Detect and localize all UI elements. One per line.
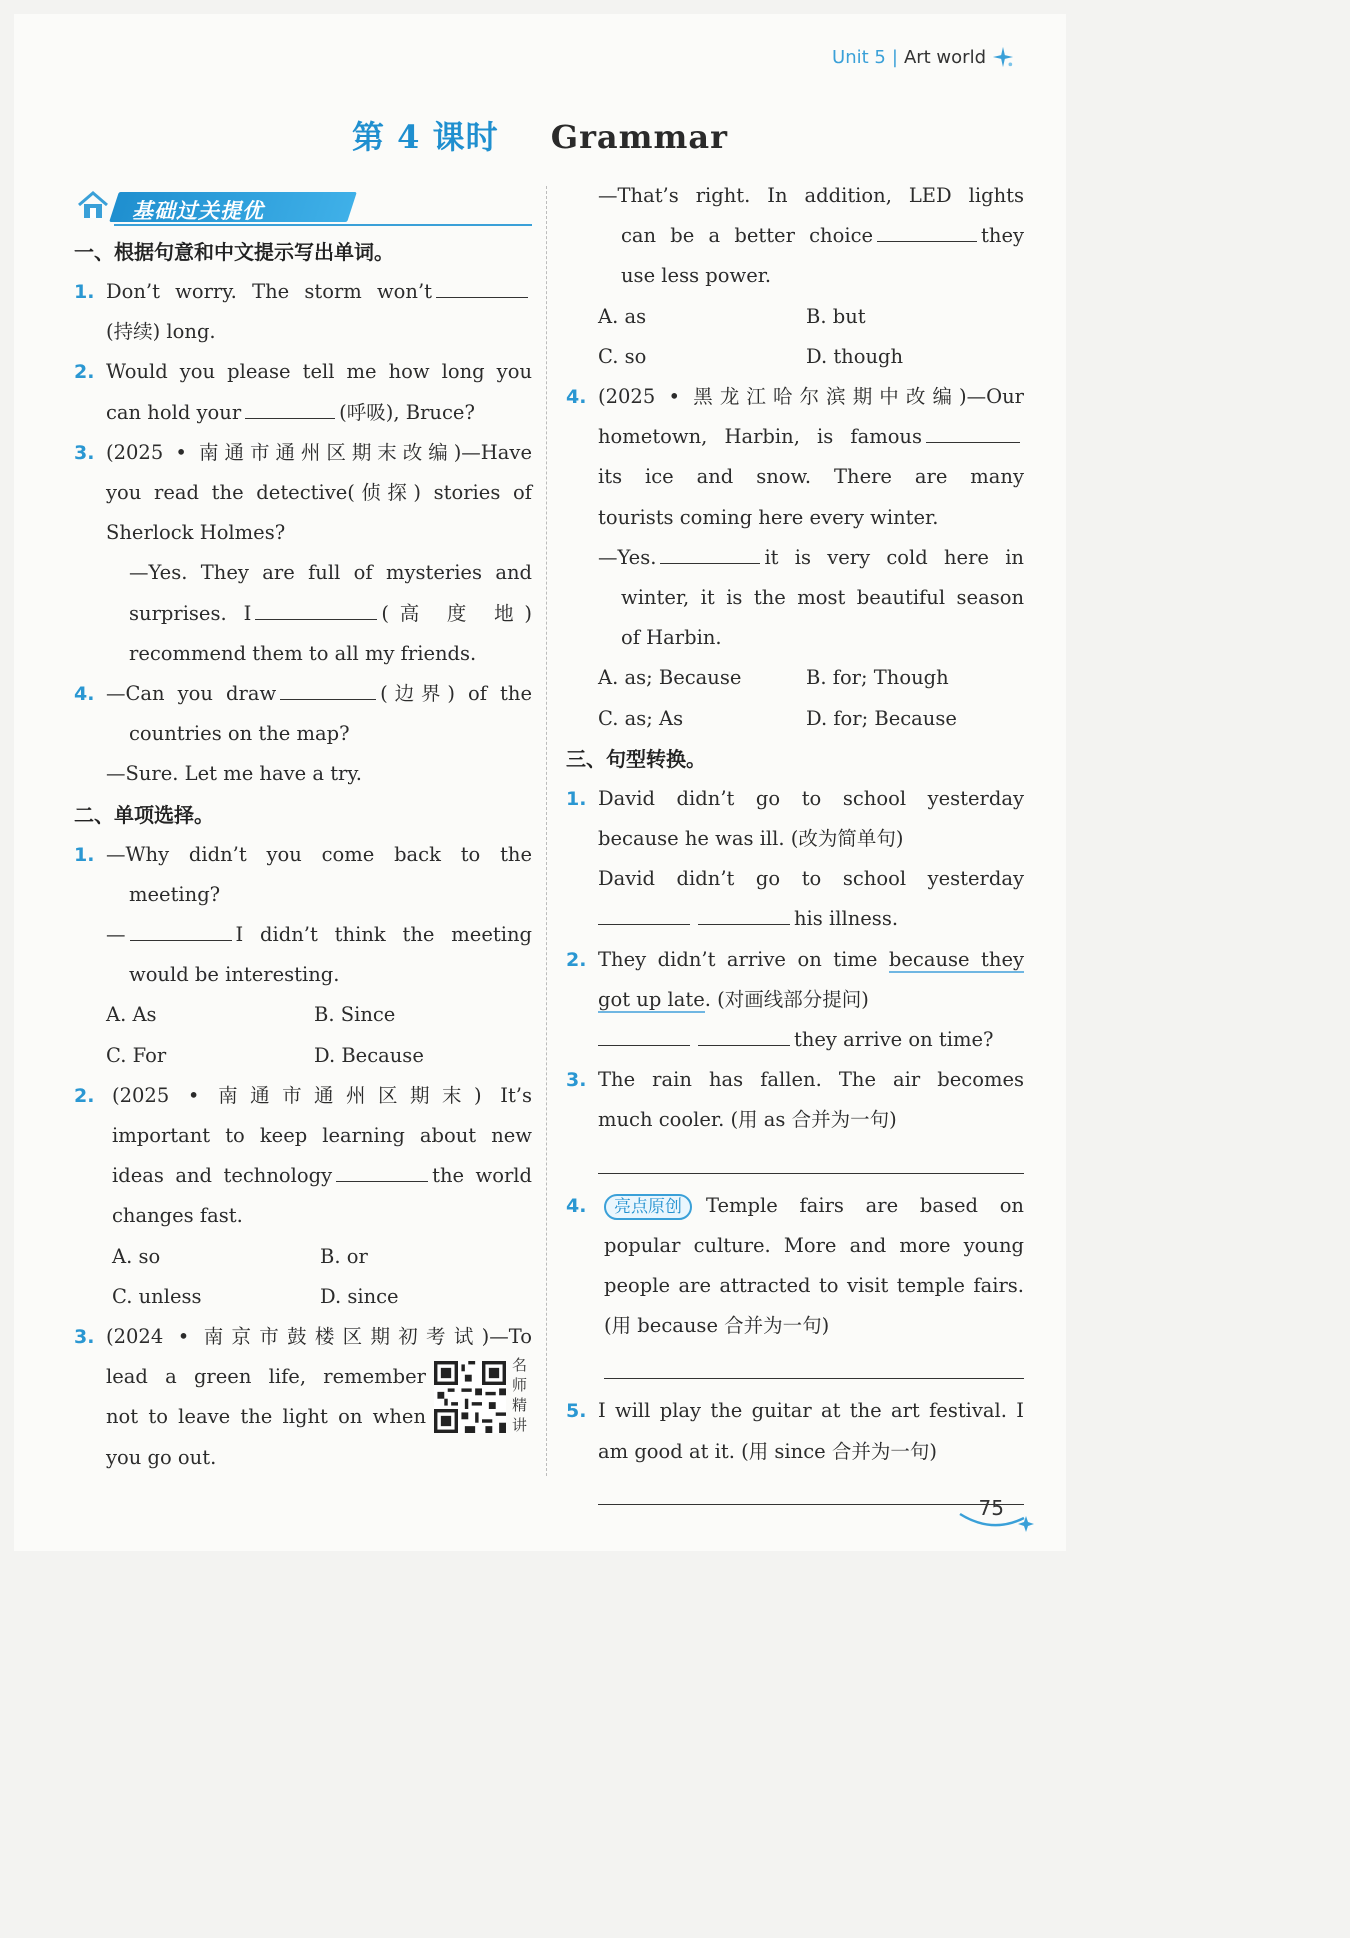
unit-separator: | bbox=[891, 46, 898, 68]
q-text: can be a better choice bbox=[621, 224, 874, 248]
answer-blank[interactable] bbox=[436, 296, 528, 298]
q-text: (2025 • 黑龙江哈尔滨期中改编)—Our bbox=[598, 385, 1024, 409]
s1-question-1 bbox=[74, 272, 532, 352]
q-text: The rain has fallen. The air becomes bbox=[598, 1068, 1024, 1092]
option-b[interactable]: B. or bbox=[320, 1244, 368, 1268]
options-row bbox=[106, 1036, 532, 1076]
q-text: . (对画线部分提问) bbox=[704, 987, 869, 1011]
options-row bbox=[598, 337, 1024, 377]
answer-blank[interactable] bbox=[698, 923, 790, 925]
q-text: they bbox=[981, 224, 1024, 248]
options-row bbox=[106, 1237, 532, 1277]
answer-blank[interactable] bbox=[245, 417, 335, 419]
q-text: it is very cold here in bbox=[764, 545, 1024, 569]
s1-question-4 bbox=[74, 674, 532, 795]
right-column bbox=[566, 176, 1024, 1517]
options-row bbox=[598, 297, 1024, 337]
answer-line[interactable] bbox=[598, 1145, 1024, 1174]
q-text: popular culture. More and more young bbox=[604, 1233, 1024, 1257]
answer-blank[interactable] bbox=[130, 939, 232, 941]
option-a[interactable]: A. as; Because bbox=[598, 666, 742, 690]
option-c[interactable]: C. so bbox=[598, 344, 647, 368]
q-text: am good at it. (用 since 合并为一句) bbox=[598, 1439, 937, 1463]
option-a[interactable]: A. As bbox=[106, 1003, 157, 1027]
s3-question-3 bbox=[566, 1060, 1024, 1173]
underlined-part: because they bbox=[888, 947, 1024, 971]
answer-blank[interactable] bbox=[698, 1044, 790, 1046]
q-text: the world bbox=[432, 1164, 532, 1188]
q-text: I didn’t think the meeting bbox=[235, 923, 532, 947]
q-text: —That’s right. In addition, LED lights bbox=[598, 184, 1024, 207]
lesson-number: 第 4 课时 bbox=[352, 118, 499, 156]
s3-question-2 bbox=[566, 940, 1024, 1061]
q-text: you go out. bbox=[106, 1445, 217, 1469]
option-b[interactable]: B. but bbox=[806, 304, 866, 328]
question-number: 2. bbox=[566, 948, 587, 971]
question-number: 4. bbox=[566, 386, 587, 409]
q-text: (2024 • 南京市鼓楼区期初考试)—To bbox=[106, 1325, 532, 1349]
q-text: ideas and technology bbox=[112, 1164, 333, 1188]
q-text: important to keep learning about new bbox=[112, 1124, 532, 1148]
question-number: 1. bbox=[74, 281, 95, 303]
option-a[interactable]: A. as bbox=[598, 304, 647, 328]
q-text: people are attracted to visit temple fairs. bbox=[604, 1274, 1024, 1298]
q-text: Don’t worry. The storm won’t bbox=[106, 280, 432, 303]
question-number: 4. bbox=[566, 1194, 587, 1217]
question-number: 2. bbox=[74, 361, 95, 384]
star-icon bbox=[992, 46, 1014, 68]
q-text: (边界) of the bbox=[380, 682, 532, 706]
q-text: Temple fairs are based on bbox=[706, 1193, 1024, 1217]
s3-question-4 bbox=[566, 1186, 1024, 1380]
section-3-title: 三、句型转换。 bbox=[566, 746, 706, 771]
q-text: meeting? bbox=[129, 882, 221, 906]
q-text: his illness. bbox=[794, 907, 899, 931]
s2-question-3 bbox=[74, 1317, 532, 1478]
q-text: Sherlock Holmes? bbox=[106, 521, 286, 545]
running-head bbox=[832, 46, 1014, 68]
options-row bbox=[106, 1277, 532, 1317]
options-row bbox=[598, 658, 1024, 698]
question-number: 1. bbox=[74, 843, 95, 866]
s2-question-2 bbox=[74, 1076, 532, 1317]
q-text: (呼吸), Bruce? bbox=[339, 400, 475, 424]
option-b[interactable]: B. for; Though bbox=[806, 666, 949, 690]
q-text: —Why didn’t you come back to the bbox=[106, 842, 532, 866]
house-icon bbox=[76, 190, 110, 220]
s3-question-1 bbox=[566, 779, 1024, 940]
q-text: David didn’t go to school yesterday bbox=[598, 786, 1024, 810]
lesson-topic: Grammar bbox=[550, 118, 728, 156]
q-text: surprises. I bbox=[129, 601, 252, 625]
underlined-part: got up late bbox=[598, 987, 705, 1011]
q-text: use less power. bbox=[621, 264, 772, 288]
q-text: not to leave the light on when bbox=[106, 1405, 426, 1429]
lesson-title bbox=[0, 112, 1080, 158]
option-c[interactable]: C. For bbox=[106, 1043, 167, 1067]
q-text: —Can you draw bbox=[106, 682, 277, 706]
section-banner bbox=[74, 186, 532, 226]
question-number: 3. bbox=[74, 1326, 95, 1349]
banner-underline bbox=[114, 224, 532, 226]
s1-question-2 bbox=[74, 352, 532, 432]
q-text: can hold your bbox=[106, 400, 242, 424]
options-row bbox=[106, 995, 532, 1035]
unit-title: Art world bbox=[903, 46, 986, 68]
q-text: —Yes. They are full of mysteries and bbox=[129, 561, 532, 585]
question-number: 3. bbox=[566, 1069, 587, 1092]
q-text: (2025 • 南通市通州区期末改编)—Have bbox=[106, 440, 532, 464]
question-number: 2. bbox=[74, 1084, 95, 1107]
qr-code[interactable] bbox=[434, 1361, 506, 1433]
section-1-title: 一、根据句意和中文提示写出单词。 bbox=[74, 240, 394, 264]
answer-blank[interactable] bbox=[255, 618, 377, 620]
q-text: (持续) long. bbox=[106, 320, 216, 344]
q-text: (高 度 地) bbox=[381, 601, 532, 625]
q-text: much cooler. (用 as 合并为一句) bbox=[598, 1108, 897, 1132]
option-b[interactable]: B. Since bbox=[314, 1003, 396, 1027]
section-2-title: 二、单项选择。 bbox=[74, 802, 214, 827]
s2-question-1 bbox=[74, 835, 532, 1076]
q-text: its ice and snow. There are many bbox=[598, 465, 1024, 489]
q-text: countries on the map? bbox=[129, 722, 350, 746]
page-number: 75 bbox=[978, 1496, 1004, 1520]
q-text: (用 because 合并为一句) bbox=[604, 1314, 830, 1338]
q-text: They didn’t arrive on time bbox=[598, 947, 878, 971]
question-number: 1. bbox=[566, 787, 587, 810]
q-text: hometown, Harbin, is famous bbox=[598, 425, 922, 449]
q-text: winter, it is the most beautiful season bbox=[621, 586, 1024, 610]
answer-blank[interactable] bbox=[336, 1180, 428, 1182]
q-text: —Sure. Let me have a try. bbox=[106, 762, 362, 786]
option-d[interactable]: D. since bbox=[320, 1284, 399, 1308]
q-text: of Harbin. bbox=[621, 626, 722, 650]
answer-blank[interactable] bbox=[280, 698, 376, 700]
q-text: Would you please tell me how long you bbox=[106, 360, 532, 384]
question-number: 3. bbox=[74, 441, 95, 464]
option-d[interactable]: D. Because bbox=[314, 1043, 424, 1067]
banner-title: 基础过关提优 bbox=[132, 199, 264, 223]
left-column bbox=[74, 186, 532, 1478]
q-text: recommend them to all my friends. bbox=[129, 641, 477, 665]
s3-question-5 bbox=[566, 1391, 1024, 1504]
option-c[interactable]: C. unless bbox=[112, 1284, 202, 1308]
options-row bbox=[598, 699, 1024, 739]
qr-block[interactable] bbox=[434, 1355, 534, 1435]
answer-blank[interactable] bbox=[598, 1044, 690, 1046]
q-text: changes fast. bbox=[112, 1204, 243, 1228]
answer-blank[interactable] bbox=[877, 240, 977, 242]
q-text: David didn’t go to school yesterday bbox=[598, 867, 1024, 891]
q-text: would be interesting. bbox=[129, 963, 340, 987]
q-text: tourists coming here every winter. bbox=[598, 505, 939, 529]
q-text: because he was ill. (改为简单句) bbox=[598, 827, 904, 851]
q-text: they arrive on time? bbox=[794, 1028, 994, 1052]
q-text: I will play the guitar at the art festival. I bbox=[598, 1399, 1024, 1423]
q-text: you read the detective(侦探) stories of bbox=[106, 481, 532, 505]
q-text: (2025 • 南通市通州区期末) It’s bbox=[112, 1083, 532, 1107]
answer-blank[interactable] bbox=[598, 923, 690, 925]
option-d[interactable]: D. though bbox=[806, 344, 904, 368]
answer-blank[interactable] bbox=[926, 441, 1020, 443]
q-text: lead a green life, remember bbox=[106, 1365, 426, 1389]
s1-question-3 bbox=[74, 433, 532, 674]
s2-question-4 bbox=[566, 377, 1024, 739]
s2-question-3-cont bbox=[566, 176, 1024, 377]
option-d[interactable]: D. for; Because bbox=[806, 706, 957, 730]
answer-blank[interactable] bbox=[660, 562, 760, 564]
highlight-tag: 亮点原创 bbox=[604, 1194, 692, 1220]
question-number: 4. bbox=[74, 683, 95, 706]
q-text: — bbox=[106, 923, 126, 947]
question-number: 5. bbox=[566, 1400, 587, 1423]
answer-line[interactable] bbox=[604, 1350, 1024, 1379]
option-a[interactable]: A. so bbox=[112, 1244, 161, 1268]
column-divider bbox=[546, 186, 547, 1476]
qr-caption: 名师精讲 bbox=[512, 1356, 528, 1435]
unit-label: Unit 5 bbox=[832, 46, 886, 68]
option-c[interactable]: C. as; As bbox=[598, 706, 684, 730]
q-text: —Yes. bbox=[598, 545, 657, 569]
